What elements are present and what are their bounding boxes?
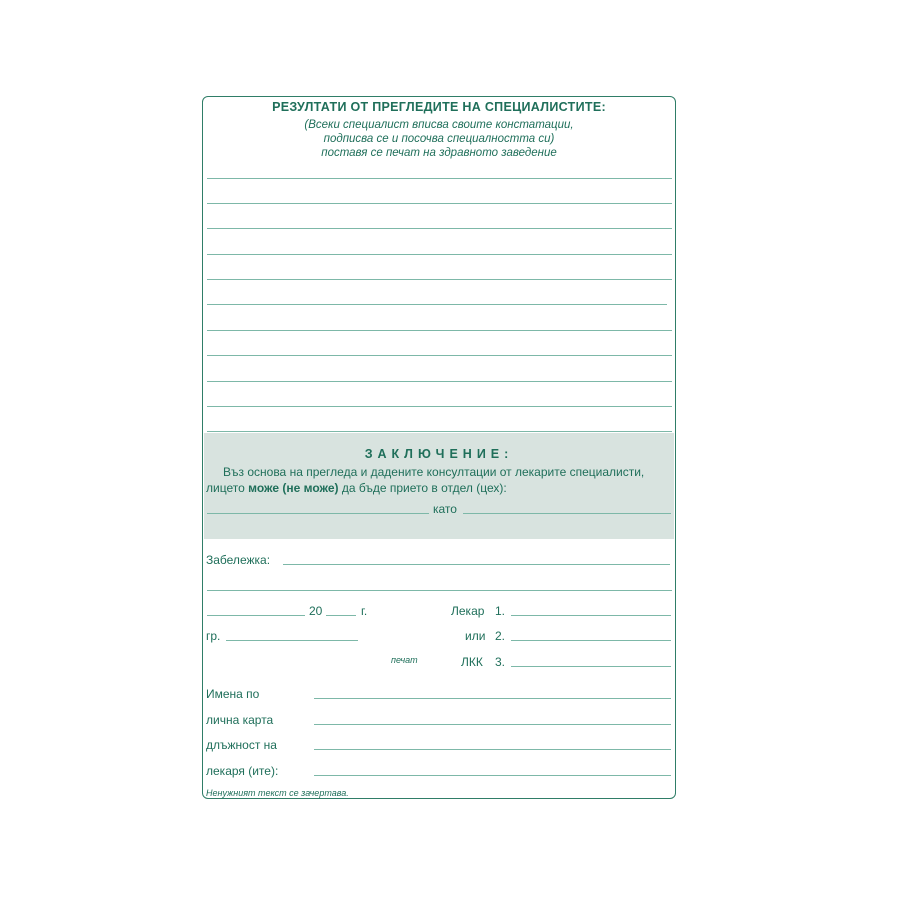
date-line[interactable] [207,615,305,616]
names-line-2[interactable] [314,724,671,725]
results-line[interactable] [207,304,667,305]
department-line[interactable] [207,513,429,514]
note-line-2[interactable] [207,590,672,591]
note-line[interactable] [283,564,670,565]
results-title: РЕЗУЛТАТИ ОТ ПРЕГЛЕДИТЕ НА СПЕЦИАЛИСТИТЕ: [272,100,606,114]
doctor-num-1: 1. [495,604,506,618]
names-line-4[interactable] [314,775,671,776]
results-line[interactable] [207,431,672,432]
footer-note: Ненужният текст се зачертава. [206,788,349,798]
results-line[interactable] [207,178,672,179]
conclusion-title: ЗАКЛЮЧЕНИЕ: [364,447,514,461]
results-line[interactable] [207,381,672,382]
option-can: може [248,481,280,495]
option-cannot: (не може) [282,481,339,495]
or-label: или [465,629,486,643]
doctor-label: Лекар [451,604,485,618]
names-label-line-3: длъжност на [206,738,277,752]
note-label: Забележка: [206,553,271,567]
results-line[interactable] [207,355,672,356]
doctor-signature-line-1[interactable] [511,615,671,616]
year-suffix: г. [361,604,368,618]
results-line[interactable] [207,203,672,204]
doctor-signature-line-2[interactable] [511,640,671,641]
doctor-num-2: 2. [495,629,506,643]
results-subtitle-line-2: подписва се и посочва специалността си) [323,133,555,145]
results-subtitle-line-1: (Всеки специалист вписва своите констатации, [304,119,574,131]
results-subtitle-line-3: поставя се печат на здравното заведение [321,147,557,159]
doctor-num-3: 3. [495,655,506,669]
conclusion-text-line-1: Въз основа на прегледа и дадените консултации от лекарите специалисти, [223,465,645,479]
results-line[interactable] [207,228,672,229]
city-label: гр. [206,629,221,643]
results-line[interactable] [207,279,672,280]
names-line-3[interactable] [314,749,671,750]
lkk-label: ЛКК [461,655,483,669]
city-line[interactable] [226,640,358,641]
as-label: като [433,502,457,516]
results-line[interactable] [207,330,672,331]
medical-form [202,96,676,799]
doctor-signature-line-3[interactable] [511,666,671,667]
year-line[interactable] [326,615,356,616]
stamp-label: печат [391,655,418,665]
conclusion-text-line-2 [206,481,507,495]
names-line-1[interactable] [314,698,671,699]
year-prefix: 20 [309,604,323,618]
conclusion-department-label: да бъде прието в отдел (цех): [341,481,507,495]
conclusion-subject: лицето [206,481,245,495]
names-label-line-4: лекаря (ите): [206,764,279,778]
position-line[interactable] [463,513,671,514]
names-label-line-1: Имена по [206,687,260,701]
names-label-line-2: лична карта [206,713,274,727]
results-line[interactable] [207,406,672,407]
results-line[interactable] [207,254,672,255]
